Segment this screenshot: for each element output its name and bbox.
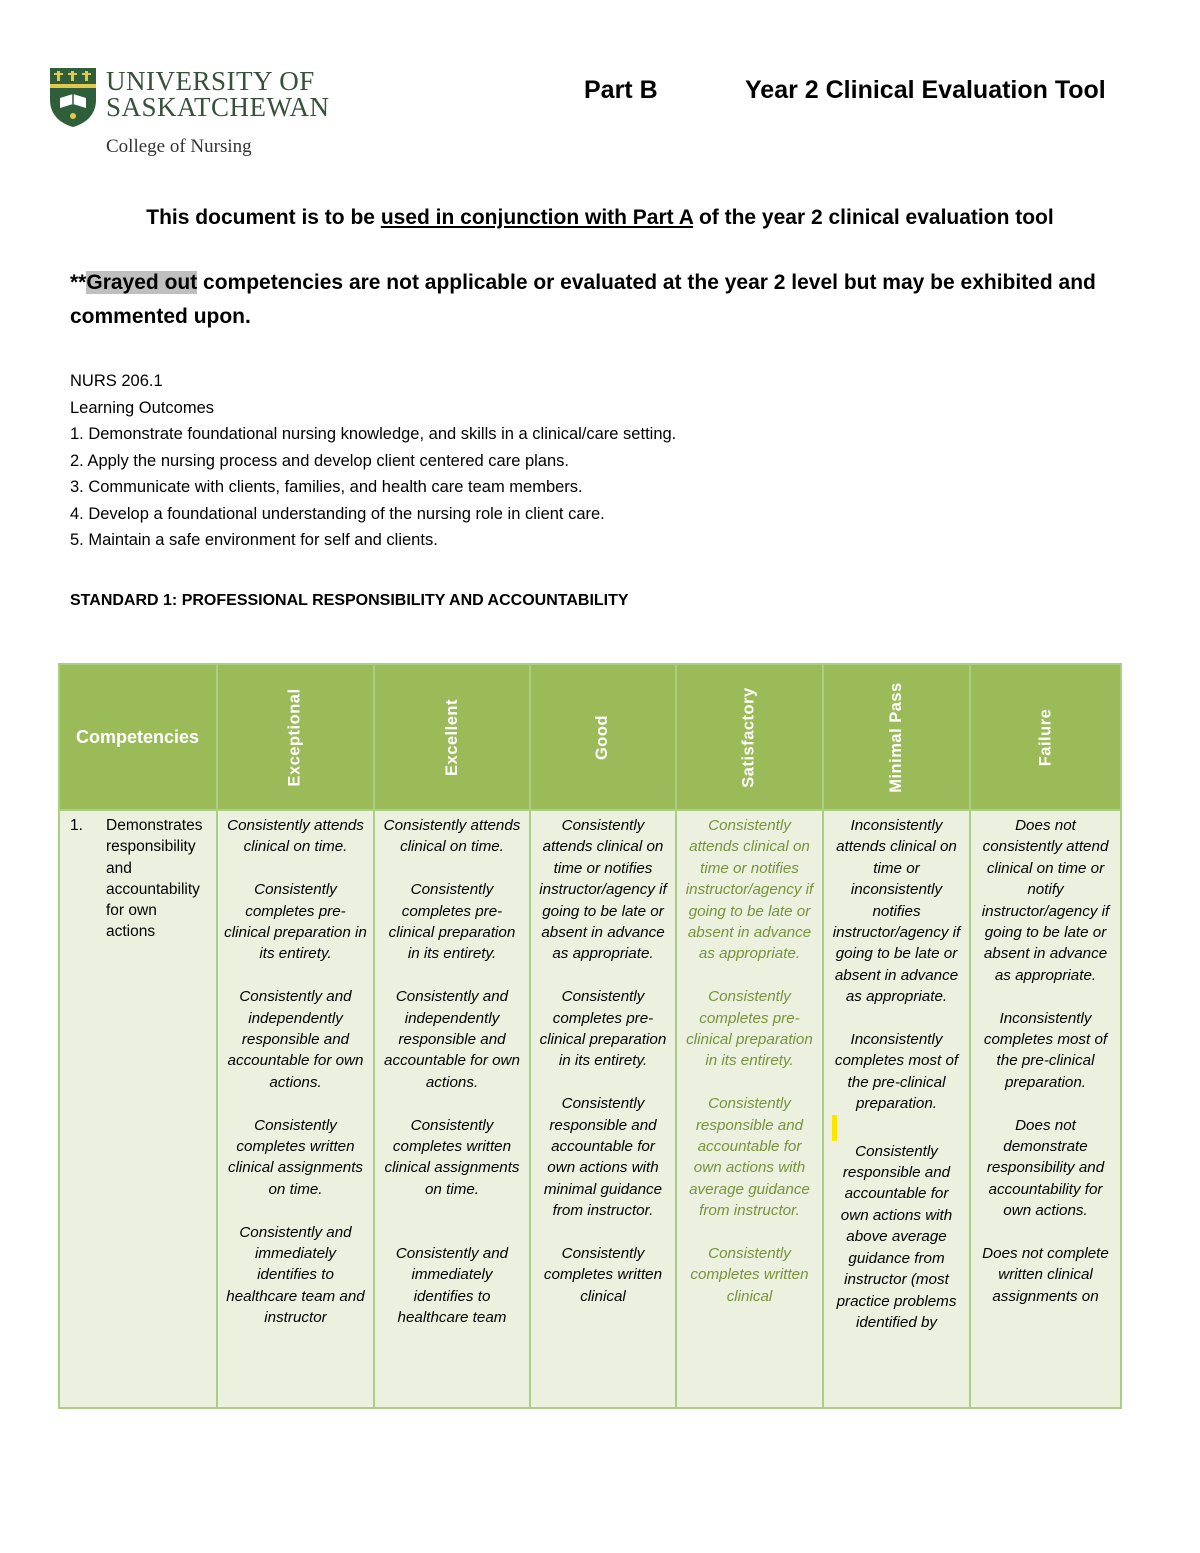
outcome-item: 3. Communicate with clients, families, and health care team members.: [70, 478, 583, 496]
criterion: Consistently and independently responsible and accountable for own actions.: [384, 988, 520, 1091]
outcomes-heading: Learning Outcomes: [70, 398, 214, 417]
criterion: Consistently attends clinical on time.: [383, 817, 521, 856]
criterion: Consistently responsible and accountable for own actions with minimal guidance from instructor.: [543, 1095, 663, 1220]
failure-cell: [970, 810, 1121, 1408]
criterion: Consistently and independently responsible and accountable for own actions.: [227, 988, 364, 1091]
criterion: Consistently completes written clinical assignments on time.: [227, 1116, 364, 1198]
satisfactory-cell: [676, 810, 823, 1408]
criterion: Consistently completes written clinical assignments on time.: [384, 1116, 520, 1198]
standard-heading: STANDARD 1: PROFESSIONAL RESPONSIBILITY AND ACCOUNTABILITY: [70, 592, 629, 609]
criterion: Consistently completes pre-clinical preparation in its entirety.: [539, 988, 667, 1070]
criterion: Consistently completes written clinical: [690, 1245, 809, 1305]
criterion: Consistently completes pre-clinical preparation in its entirety.: [388, 881, 516, 963]
logo-college: College of Nursing: [106, 136, 252, 157]
crest-icon: [48, 66, 98, 128]
header-good: [530, 664, 676, 810]
header-satisfactory: [676, 664, 823, 810]
highlight-mark-bar: [832, 1115, 837, 1141]
learning-outcomes: [70, 368, 1130, 554]
course-code: NURS 206.1: [70, 372, 163, 390]
usage-note-post: of the year 2 clinical evaluation tool: [693, 206, 1054, 229]
grayed-note: [70, 266, 1150, 334]
criterion: Inconsistently completes most of the pre-clinical preparation.: [983, 1009, 1108, 1091]
highlight-mark: [830, 1115, 963, 1141]
criterion: Does not demonstrate responsibility and accountability for own actions.: [986, 1116, 1105, 1220]
rubric-table: [58, 663, 1122, 1409]
usage-note-pre: This document is to be: [146, 206, 381, 229]
logo-line1: UNIVERSITY OF: [106, 66, 315, 96]
grayed-note-highlight: Grayed out: [86, 271, 198, 294]
competency-text: Demonstrates responsibility and accountability for own actions: [106, 817, 203, 941]
good-cell: [530, 810, 676, 1408]
criterion: Consistently responsible and accountable for own actions with average guidance from instructor.: [689, 1095, 810, 1220]
criterion: Inconsistently completes most of the pre-clinical preparation.: [834, 1031, 959, 1113]
university-logo: [48, 64, 330, 164]
criterion: Consistently and immediately identifies to healthcare team: [395, 1245, 509, 1327]
header-failure: [970, 664, 1121, 810]
header-competencies: Competencies: [59, 664, 217, 810]
criterion: Consistently attends clinical on time or notifies instructor/agency if going to be late or absent in advance as appropriate.: [685, 817, 814, 963]
criterion: Consistently completes pre-clinical preparation in its entirety.: [686, 988, 813, 1070]
criterion: Consistently completes written clinical: [543, 1245, 663, 1305]
grayed-note-rest: competencies are not applicable or evaluated at the year 2 level but may be exhibited and commented upon.: [70, 271, 1096, 328]
usage-note-underlined: used in conjunction with Part A: [380, 206, 694, 229]
criterion: Consistently responsible and accountable for own actions with above average guidance from instructor (most practice problems identified by: [836, 1142, 957, 1331]
header-excellent-label: Excellent: [442, 698, 461, 776]
grayed-note-prefix: **: [70, 271, 87, 294]
header-exceptional-label: Exceptional: [286, 687, 304, 787]
criterion: Does not consistently attend clinical on time or notify instructor/agency if going to be late or absent in advance as appropriate.: [981, 817, 1110, 984]
outcome-item: 1. Demonstrate foundational nursing knowledge, and skills in a clinical/care setting.: [70, 425, 677, 443]
criterion: Consistently and immediately identifies to healthcare team and instructor: [226, 1223, 365, 1327]
competency-cell: [59, 810, 217, 1408]
table-header-row: [59, 664, 1121, 810]
page-header: [48, 64, 1148, 164]
header-excellent: [374, 664, 530, 810]
header-minimal-pass-label: Minimal Pass: [886, 681, 905, 793]
criterion: Consistently completes pre-clinical preparation in its entirety.: [224, 881, 367, 963]
competency-number: 1.: [70, 817, 83, 834]
criterion: Consistently attends clinical on time or notifies instructor/agency if going to be late or absent in advance as appropriate.: [539, 817, 667, 963]
header-good-label: Good: [593, 714, 612, 760]
document-title: Year 2 Clinical Evaluation Tool: [745, 76, 1106, 104]
logo-line2: SASKATCHEWAN: [106, 92, 330, 122]
criterion: Does not complete written clinical assignments on: [982, 1245, 1109, 1305]
part-label: Part B: [584, 76, 658, 104]
minimal-pass-cell: [823, 810, 970, 1408]
header-minimal-pass: [823, 664, 970, 810]
outcome-item: 5. Maintain a safe environment for self and clients.: [70, 531, 438, 549]
criterion: Inconsistently attends clinical on time or inconsistently notifies instructor/agency if going to be late or absent in advance as appropriate.: [832, 817, 961, 1006]
outcome-item: 2. Apply the nursing process and develop client centered care plans.: [70, 451, 569, 470]
outcome-item: 4. Develop a foundational understanding of the nursing role in client care.: [70, 504, 605, 523]
table-row: [59, 810, 1121, 1408]
header-satisfactory-label: Satisfactory: [740, 686, 758, 788]
header-exceptional: [217, 664, 374, 810]
excellent-cell: [374, 810, 530, 1408]
usage-note: [0, 206, 1200, 230]
exceptional-cell: [217, 810, 374, 1408]
criterion: Consistently attends clinical on time.: [227, 817, 364, 856]
header-failure-label: Failure: [1035, 708, 1054, 766]
